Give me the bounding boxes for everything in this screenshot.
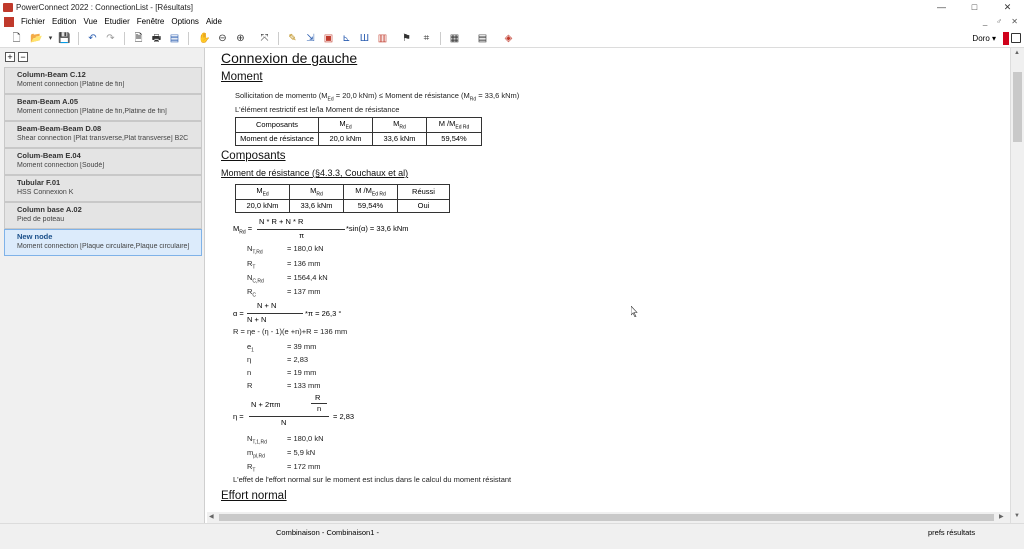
var-name: $m_{pl,Rd}$ (247, 448, 265, 460)
var-value: = 2,83 (287, 355, 309, 364)
tree-node-column-beam-c12[interactable] (4, 67, 202, 94)
undo-icon[interactable]: ↶ (88, 33, 97, 44)
node-title: Colum-Beam E.04 (17, 151, 81, 160)
combination-status[interactable]: Combinaison - Combinaison1 - (276, 528, 379, 537)
new-file-icon[interactable]: 🗋 (12, 33, 21, 44)
node-subtitle: Moment connection [Soudé] (17, 162, 105, 169)
node-subtitle: Moment connection [Plaque circulaire,Plaque circulaire] (17, 243, 190, 250)
var-name: $R_T$ (247, 259, 256, 271)
pencil-icon[interactable]: ✎ (288, 33, 297, 44)
normal-force-heading: Effort normal (221, 490, 287, 502)
zoom-in-icon[interactable]: ⊕ (236, 33, 245, 44)
restrictive-element-text: L'élément restrictif est le/la Moment de résistance (235, 105, 400, 114)
dropdown-arrow-icon[interactable]: ▾ (48, 35, 53, 42)
scroll-left-icon[interactable]: ◀ (209, 514, 214, 520)
fraction-bar (257, 229, 345, 230)
tree-node-column-base-a02[interactable] (4, 202, 202, 229)
toolbar (0, 29, 1024, 48)
node-title: Tubular F.01 (17, 178, 61, 187)
toolbar-separator (440, 32, 441, 45)
var-value: = 133 mm (287, 381, 321, 390)
var-name: $N_{T,1,Rd}$ (247, 434, 267, 446)
menu-edition[interactable]: Edition (52, 17, 77, 26)
resistance-table (235, 184, 450, 213)
summary-table (235, 117, 482, 146)
node-title: Beam-Beam-Beam D.08 (17, 124, 102, 133)
eta-inner-numerator: R (315, 393, 321, 402)
toolbar-separator (124, 32, 125, 45)
table-header: $M_{Ed}$ (319, 118, 373, 133)
scrollbar-thumb[interactable] (1013, 72, 1022, 142)
title-bar (0, 0, 1024, 15)
document-icon[interactable] (4, 17, 14, 27)
redo-icon[interactable]: ↷ (106, 33, 115, 44)
plate-icon[interactable]: ▥ (377, 33, 388, 44)
table-cell: Moment de résistance (236, 132, 319, 145)
results-report (207, 48, 1010, 512)
mrd-formula-denominator: π (299, 231, 305, 240)
table-row (236, 199, 450, 212)
composants-heading: Composants (221, 150, 286, 162)
open-folder-icon[interactable]: 📂 (30, 33, 43, 44)
fraction-bar (249, 416, 329, 417)
results-icon[interactable]: ▤ (477, 33, 488, 44)
menu-options[interactable]: Options (171, 17, 199, 26)
node-subtitle: Shear connection [Plat transverse,Plat transverse] B2C (17, 135, 189, 142)
node-title: Column base A.02 (17, 205, 82, 214)
scroll-up-icon[interactable]: ▲ (1014, 50, 1020, 56)
axis-icon[interactable]: ⊾ (342, 33, 351, 44)
scroll-right-icon[interactable]: ▶ (999, 514, 1004, 520)
connection-list-panel (0, 48, 205, 523)
table-header: $M_{Rd}$ (290, 185, 344, 200)
minimize-button[interactable]: — (937, 2, 946, 12)
expand-all-button[interactable]: + (5, 52, 15, 62)
menu-aide[interactable]: Aide (205, 17, 222, 26)
eta-formula-result: = 2,83 (333, 412, 355, 421)
table-header: M $/M_{Ed Rd}$ (344, 185, 398, 200)
alpha-formula-numerator: N + N (257, 301, 277, 310)
resistance-heading: Moment de résistance (§4.3.3, Couchaux et al) (221, 168, 409, 178)
menu-fenetre[interactable]: Fenêtre (136, 17, 165, 26)
var-name: R (247, 381, 253, 390)
var-value: = 137 mm (287, 287, 321, 296)
table-cell: 20,0 kNm (236, 199, 290, 212)
var-value: = 180,0 kN (287, 434, 324, 443)
tree-node-tubular-f01[interactable] (4, 175, 202, 202)
flag-icon[interactable]: ⚑ (402, 33, 411, 44)
node-subtitle: Moment connection [Platine de fin,Platine de fin] (17, 108, 167, 115)
node-title: Column-Beam C.12 (17, 70, 86, 79)
horizontal-scrollbar[interactable] (207, 512, 1010, 523)
tree-node-new-node[interactable] (4, 229, 202, 256)
toolbar-separator (78, 32, 79, 45)
prefs-results-status[interactable]: prefs résultats (928, 528, 976, 537)
var-value: = 136 mm (287, 259, 321, 268)
mouse-cursor-icon (631, 306, 638, 317)
message-icon[interactable] (1011, 33, 1021, 43)
calculator-icon[interactable]: ▦ (449, 33, 460, 44)
mdi-close-button[interactable]: ✕ (1011, 17, 1018, 26)
normal-force-note: L'effet de l'effort normal sur le moment est inclus dans le calcul du moment résistant (233, 475, 512, 484)
tree-node-beam-beam-a05[interactable] (4, 94, 202, 121)
fraction-bar (247, 313, 303, 314)
scroll-down-icon[interactable]: ▼ (1014, 513, 1020, 519)
var-value: = 180,0 kN (287, 244, 324, 253)
node-subtitle: HSS Connexion K (17, 189, 74, 196)
table-header: Réussi (398, 185, 450, 200)
mdi-restore-button[interactable]: ♂ (996, 17, 1003, 26)
rt-formula: R = ηe - (η - 1)(e +n)+R = 136 mm (233, 327, 348, 336)
alpha-formula-denominator: N + N (247, 315, 267, 324)
report-icon[interactable]: ▤ (169, 33, 180, 44)
table-cell: 33,6 kNm (373, 132, 427, 145)
frame-icon[interactable]: ⌗ (423, 33, 430, 44)
vertical-scrollbar[interactable] (1010, 48, 1024, 523)
toolbar-separator (278, 32, 279, 45)
var-name: n (247, 368, 252, 377)
eta-formula-denominator: N (281, 418, 287, 427)
status-bar (0, 523, 1024, 540)
close-button[interactable]: ✕ (1003, 2, 1012, 12)
mdi-minimize-button[interactable]: _ (982, 17, 988, 26)
table-cell: Oui (398, 199, 450, 212)
alpha-formula-lhs: α = (233, 309, 244, 318)
menu-vue[interactable]: Vue (83, 17, 98, 26)
beam-icon[interactable]: Ш (359, 33, 370, 44)
node-subtitle: Moment connection [Platine de fin] (17, 81, 125, 88)
table-header: $M_{Rd}$ (373, 118, 427, 133)
node-title: Beam-Beam A.05 (17, 97, 78, 106)
alpha-formula-result: *π = 26,3 ° (305, 309, 342, 318)
tree-node-colum-beam-e04[interactable] (4, 148, 202, 175)
report-title: Connexion de gauche (221, 50, 358, 66)
var-name: $N_{T,Rd}$ (247, 244, 263, 256)
var-name: $e_1$ (247, 342, 254, 354)
table-header: M $/M_{Ed Rd}$ (427, 118, 482, 133)
status-indicator-icon (1003, 32, 1009, 45)
collapse-all-button[interactable]: − (18, 52, 28, 62)
table-header: Composants (236, 118, 319, 133)
zoom-out-icon[interactable]: ⊖ (218, 33, 227, 44)
var-value: = 1564,4 kN (287, 273, 328, 282)
var-name: η (247, 355, 252, 364)
mrd-formula-lhs: $M_{Rd}$ = (233, 224, 253, 236)
scrollbar-thumb[interactable] (219, 514, 994, 521)
node-title: New node (17, 232, 53, 241)
eraser-icon[interactable]: ◈ (504, 33, 513, 44)
print-icon[interactable]: 🖶 (151, 33, 162, 44)
moment-heading: Moment (221, 71, 263, 83)
eta-formula-numerator: N + 2πm (251, 400, 281, 409)
user-menu[interactable]: Doro ▾ (972, 34, 996, 43)
moment-check-line: Sollicitation de momento ($M_{Ed} = 20,0$ kNm) ≤ Moment de résistance ($M_{Rd} = 33,6$ kNm) (235, 91, 520, 103)
eta-inner-denominator: n (317, 404, 322, 413)
app-icon (3, 3, 13, 12)
var-value: = 19 mm (287, 368, 317, 377)
save-icon[interactable]: 💾 (58, 33, 71, 44)
pan-hand-icon[interactable]: ✋ (198, 33, 211, 44)
var-value: = 5,9 kN (287, 448, 316, 457)
menu-etudier[interactable]: Etudier (104, 17, 130, 26)
menu-fichier[interactable]: Fichier (21, 17, 46, 26)
table-cell: 59,54% (344, 199, 398, 212)
var-name: $R_T$ (247, 462, 256, 474)
dimension-icon[interactable]: ⇲ (306, 33, 315, 44)
section-icon[interactable]: ▣ (323, 33, 334, 44)
tree-node-beam-beam-beam-d08[interactable] (4, 121, 202, 148)
var-name: $R_C$ (247, 287, 257, 299)
print-preview-icon[interactable]: 🗎 (134, 33, 143, 44)
table-cell: 20,0 kNm (319, 132, 373, 145)
toolbar-separator (188, 32, 189, 45)
menu-bar (0, 15, 1024, 29)
node-subtitle: Pied de poteau (17, 216, 65, 223)
var-value: = 39 mm (287, 342, 317, 351)
var-name: $N_{C,Rd}$ (247, 273, 264, 285)
window-title: PowerConnect 2022 : ConnectionList - [Résultats] (16, 3, 193, 12)
mrd-formula-numerator: N * R + N * R (259, 217, 304, 226)
eta-formula-lhs: η = (233, 412, 244, 421)
mrd-formula-result: *sin(α) = 33,6 kNm (346, 224, 409, 233)
table-cell: 59,54% (427, 132, 482, 145)
bottom-border (0, 540, 1024, 549)
var-value: = 172 mm (287, 462, 321, 471)
maximize-button[interactable]: □ (971, 2, 978, 12)
table-header: $M_{Ed}$ (236, 185, 290, 200)
zoom-extents-icon[interactable]: ⤧ (260, 33, 269, 44)
table-row (236, 132, 482, 145)
table-cell: 33,6 kNm (290, 199, 344, 212)
